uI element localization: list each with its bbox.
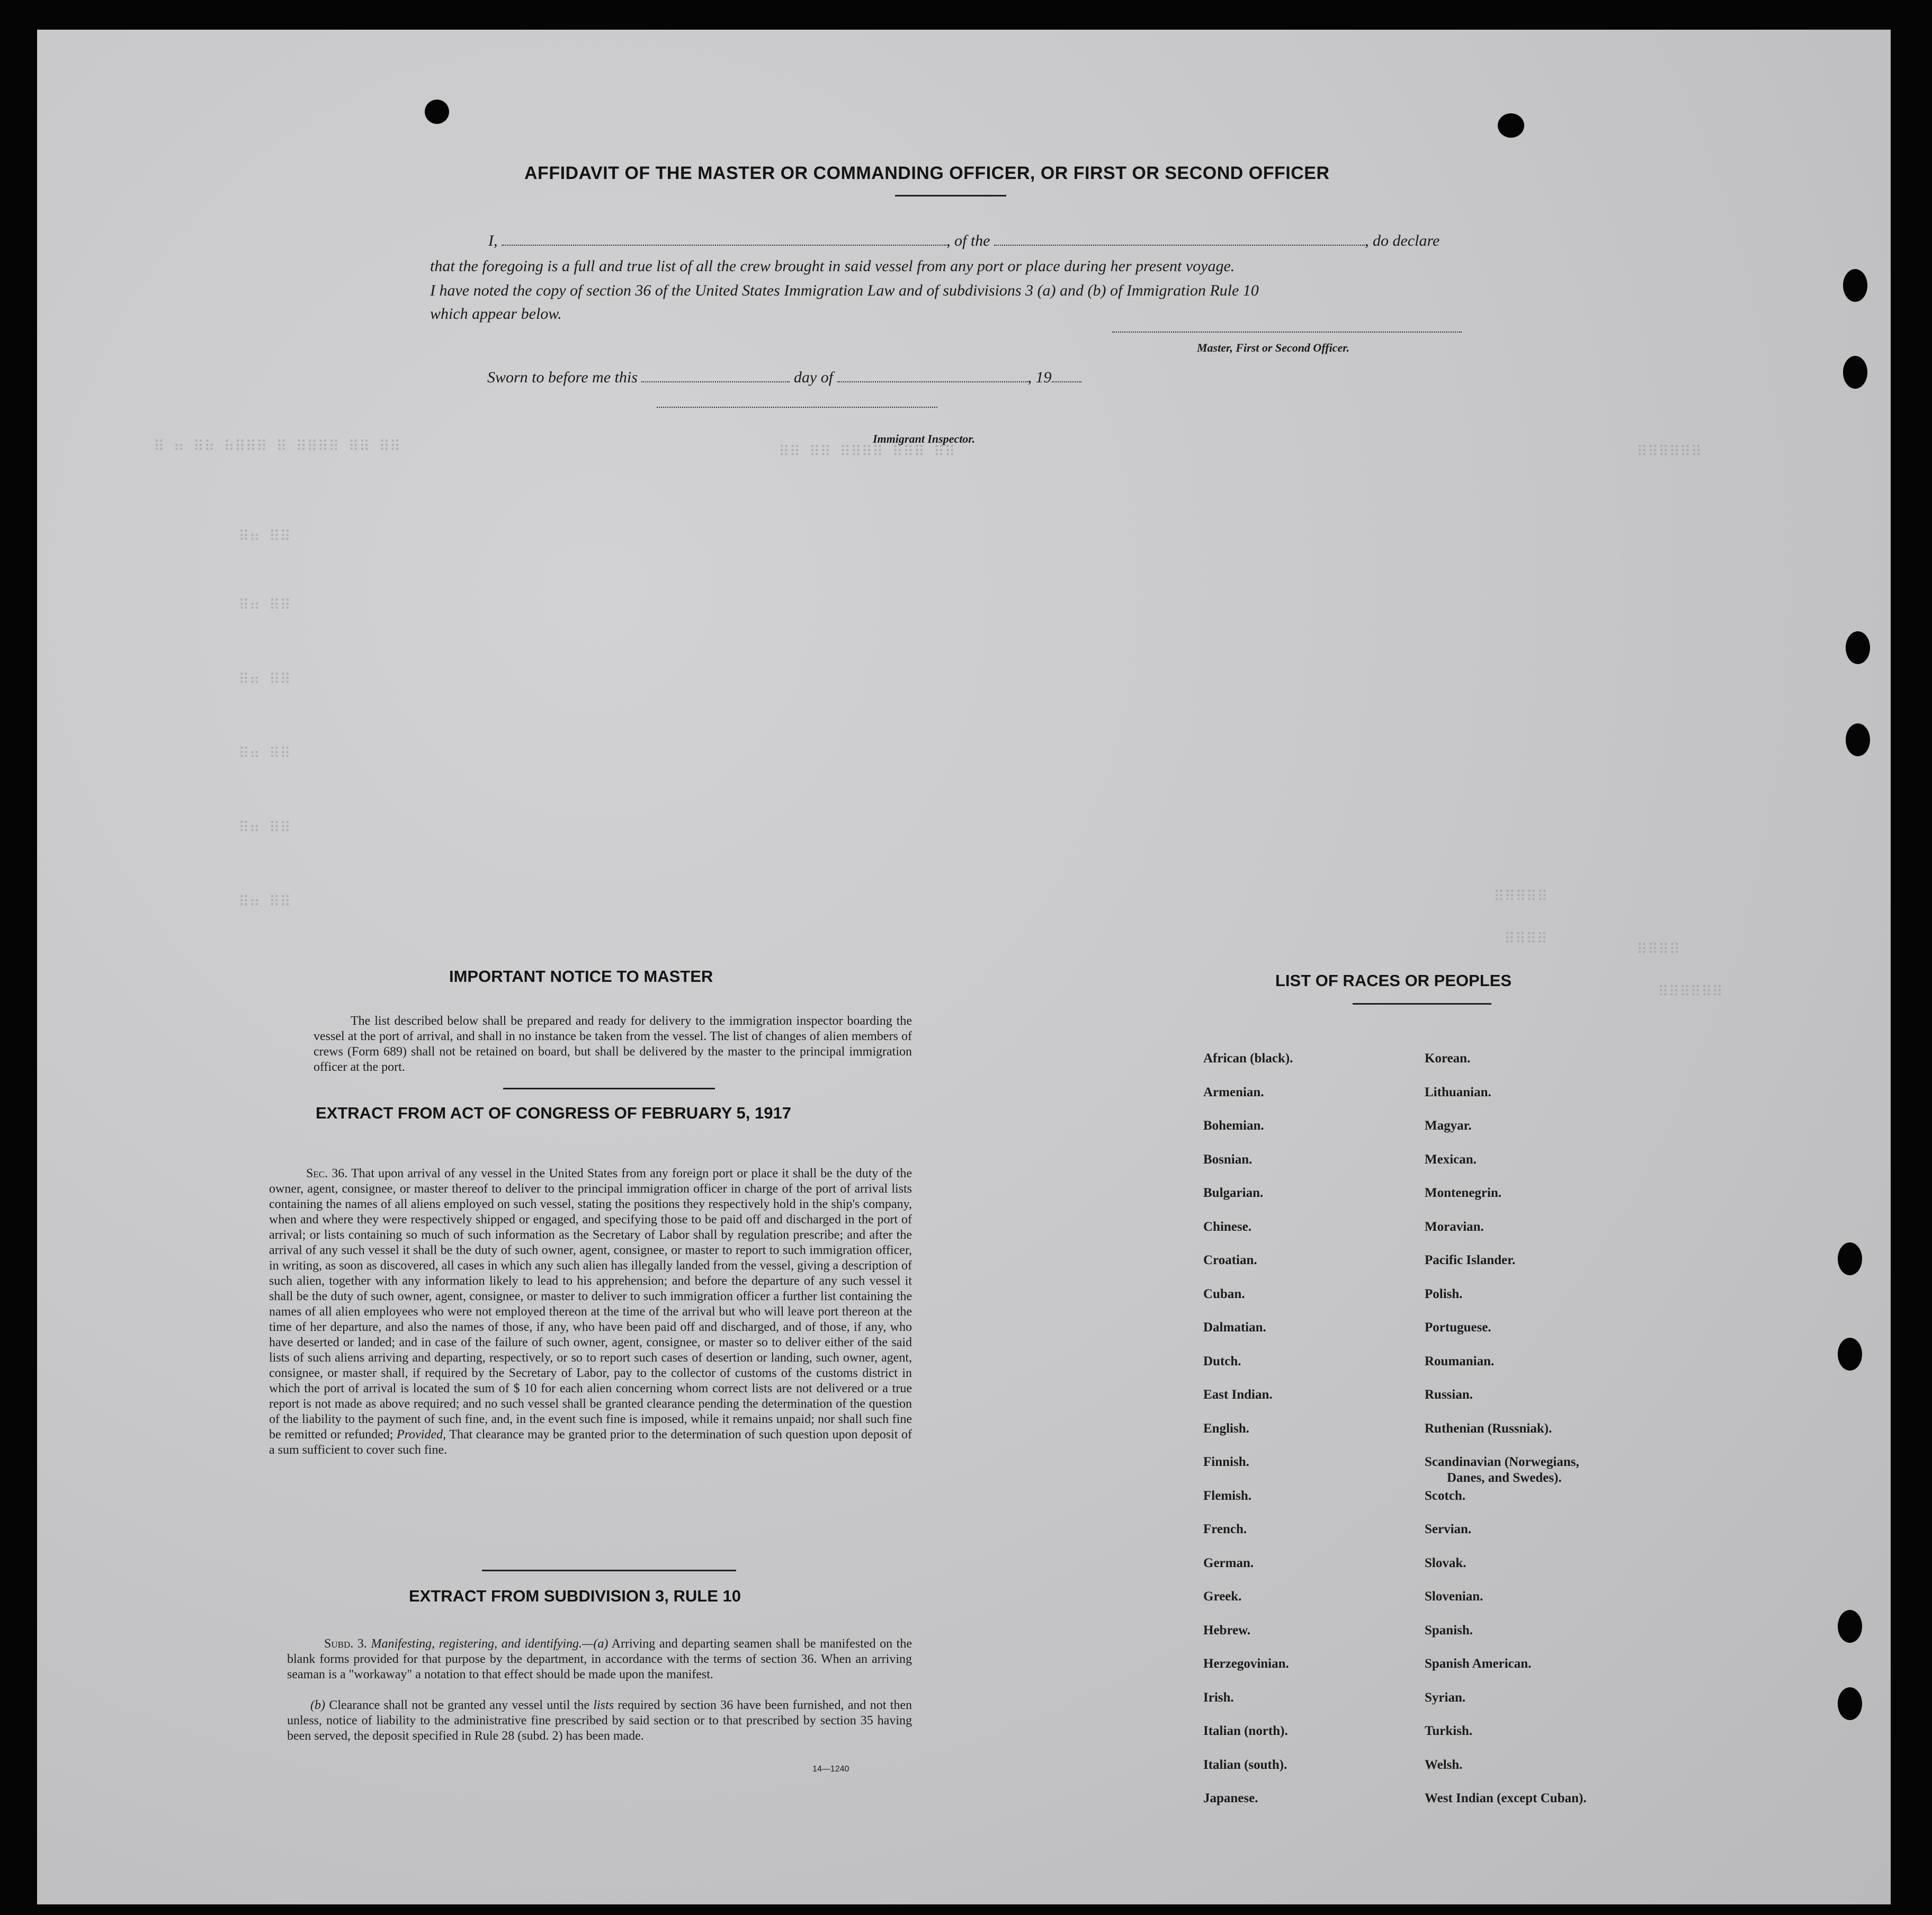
race-item: Greek.	[1203, 1589, 1242, 1604]
race-item: Polish.	[1425, 1286, 1463, 1301]
divider	[1353, 1003, 1491, 1005]
rule-title: EXTRACT FROM SUBDIVISION 3, RULE 10	[409, 1587, 741, 1605]
document-page: ⠿ ⠶ ⠿⠷ ⠷⠿⠿⠿ ⠿ ⠿⠿⠿⠿ ⠿⠿ ⠿⠿ ⠿⠿ ⠿⠿ ⠿⠿⠿⠿ ⠿⠿⠿ ⠿⠿ ⠿⠿⠿⠿⠿⠿ ⠿⠶ ⠿⠿ ⠿⠶ ⠿⠿ ⠿⠶ ⠿⠿ ⠿⠶ ⠿⠿ ⠿⠶ ⠿⠿ ⠿⠶ ⠿⠿ ⠿⠿⠿⠿⠿ ⠿⠿⠿⠿ ⠿⠿⠿⠿ ⠿⠿⠿⠿⠿⠿ AFFIDAVIT OF THE MASTER OR COMMANDING OFFICER, OR FIRST OR SECOND OFFICER I, , of the , do declare that the foregoing is a full and true list of all the crew brought in said vessel from any port or place during her present voyage. I have noted the copy of section 36 of the United States Immigration Law and of subdivisions 3 (a) and (b) of Immigration Rule 10 which appear below. Master, First or Second Officer. Sworn to before me this day of , 19 Immigrant Inspector. IMPORTANT NOTICE TO MASTER The list described below shall be prepared and ready for delivery to the immigration inspector boarding the vessel at the port of arrival, and shall in no instance be taken from the vessel. The list of changes of alien members of crews (Form 689) shall not be retained on board, but shall be delivered by the master to the principal immigration officer at the port. EXTRACT FROM ACT OF CONGRESS OF FEBRUARY 5, 1917 Sec. 36. That upon arrival of any vessel in the United States from any foreign port or place it shall be the duty of the owner, agent, consignee, or master thereof to deliver to the principal immigration officer in charge of the port of arrival lists containing the names of all aliens employed on such vessel, stating the positions they respectively hold in the ship's company, when and where they were respectively shipped or engaged, and specifying those to be paid off and discharged in the port of arrival; or lists containing so much of such information as the Secretary of Labor shall by regulation prescribe; and after the arrival of any such vessel it shall be the duty of such owner, agent, consignee, or master to report to such immigration officer, in writing, as soon as discovered, all cases in which any such alien has illegally landed from the vessel, giving a description of such alien, together with any information likely to lead to his apprehension; and before the departure of any such vessel it shall be the duty of such owner, agent, consignee, or master to deliver to such immigration officer a further list containing the names of all alien employees who were not employed thereon at the time of the arrival but who will leave port thereon at the time of her departure, and also the names of those, if any, who have been paid off and discharged, and of those, if any, who have deserted or landed; and in case of the failure of such owner, agent, consignee, or master so to deliver either of the said lists of such aliens arriving and departing, respectively, or so to report such cases of desertion or landing, such owner, agent, consignee, or master shall, if required by the Secretary of Labor, pay to the collector of customs of the customs district in which the port of arrival is located the sum of $ 10 for each alien concerning whom correct lists are not delivered or a true report is not made as above required; and no such vessel shall be granted clearance pending the determination of the question of the liability to the payment of such fine, and, in the event such fine is imposed, while it remains unpaid; nor shall such fine be remitted or refunded; Provided, That clearance may be granted prior to the determination of such question upon deposit of a sum sufficient to cover such fine. EXTRACT FROM SUBDIVISION 3, RULE 10 Subd. 3. Manifesting, registering, and identifying.—(a) Arriving and departing seamen shall be manifested on the blank forms provided for that purpose by the department, in accordance with the terms of section 36. When an arriving seaman is a "workaway" a notation to that effect should be made upon the manifest. (b) Clearance shall not be granted any vessel until the lists required by section 36 have been furnished, and not then unless, notice of liability to the administrative fine prescribed by said section or to that prescribed by section 35 having been served, the deposit specified in Rule 28 (subd. 2) has been made. 14—1240 LIST OF RACES OR PEOPLES African (black). Armenian. Bohemian. Bosnian. Bulgarian. Chinese. Croatian. Cuban. Dalmatian. Dutch. East Indian. English. Finnish. Flemish. French. German. Greek. Hebrew. Herzegovinian. Irish. Italian (north). Italian (south). Japanese. Korean. Lithuanian. Magyar. Mexican. Montenegrin. Moravian. Pacific Islander. Polish. Portuguese. Roumanian. Russian. Ruthenian (Russniak). Scandinavian (Norwegians, Danes, and Swedes). Scotch. Servian. Slovak. Slovenian. Spanish. Spanish American. Syrian. Turkish. Welsh. West Indian (except Cuban).	[37, 30, 1891, 1904]
punch-hole	[425, 100, 449, 124]
race-item: Syrian.	[1425, 1690, 1466, 1705]
act-section-text: That upon arrival of any vessel in the United States from any foreign port or place it shall be the duty of the owner, agent, consignee, or master thereof to deliver to the principal immigration officer in charge of the port of arrival lists containing the names of all aliens employed on such vessel, stating the positions they respectively hold in the ship's company, when and where they were respectively shipped or engaged, and specifying those to be paid off and discharged in the port of arrival; or lists containing so much of such information as the Secretary of Labor shall by regulation prescribe; and after the arrival of any such vessel it shall be the duty of such owner, agent, consignee, or master to report to such immigration officer, in writing, as soon as discovered, all cases in which any such alien has illegally landed from the vessel, giving a description of such alien, together with any information likely to lead to his apprehension; and before the departure of any such vessel it shall be the duty of such owner, agent, consignee, or master to deliver to such immigration officer a further list containing the names of all alien employees who were not employed thereon at the time of the arrival but who will leave port thereon at the time of her departure, and also the names of those, if any, who have been paid off and discharged, and of those, if any, who have deserted or landed; and in case of the failure of such owner, agent, consignee, or master so to deliver either of the said lists of such aliens arriving and departing, respectively, or so to report such cases of desertion or landing, such owner, agent, consignee, or master shall, if required by the Secretary of Labor, pay to the collector of customs of the customs district in which the port of arrival is located the sum of $ 10 for each alien concerning whom correct lists are not delivered or a true report is not made as above required; and no such vessel shall be granted clearance pending the determination of the question of the liability to the payment of such fine, and, in the event such fine is imposed, while it remains unpaid; nor shall such fine be remitted or refunded;	[269, 1167, 912, 1442]
vessel-field[interactable]	[994, 245, 1365, 246]
race-item: Portuguese.	[1425, 1320, 1491, 1335]
punch-hole	[1843, 356, 1867, 389]
act-provided-label: Provided,	[397, 1428, 446, 1442]
sworn-prefix: Sworn to before me this	[487, 369, 638, 386]
affidavit-line-2: that the foregoing is a full and true list of all the crew brought in said vessel from any port or place during her present voyage.	[430, 257, 1235, 275]
race-item: Bulgarian.	[1203, 1186, 1264, 1200]
race-item: Irish.	[1203, 1690, 1234, 1705]
race-item: Spanish American.	[1425, 1657, 1532, 1671]
race-item: Magyar.	[1425, 1118, 1472, 1133]
race-item: Chinese.	[1203, 1219, 1251, 1234]
race-item: Pacific Islander.	[1425, 1253, 1516, 1267]
divider	[503, 1088, 715, 1089]
notice-title: IMPORTANT NOTICE TO MASTER	[449, 967, 713, 986]
race-item: Japanese.	[1203, 1791, 1258, 1805]
race-item-line: Danes, and Swedes).	[1447, 1471, 1562, 1485]
affidavit-i-label: I,	[488, 232, 498, 249]
affidavit-line-3: I have noted the copy of section 36 of the United States Immigration Law and of subdivisions 3 (a) and (b) of Immigration Rule 10	[430, 282, 1259, 299]
race-item: Croatian.	[1203, 1253, 1257, 1267]
race-item: Ruthenian (Russniak).	[1425, 1421, 1552, 1436]
affidavit-of-the-label: , of the	[946, 232, 990, 249]
race-item: Flemish.	[1203, 1488, 1251, 1503]
race-item: Turkish.	[1425, 1724, 1473, 1738]
race-item: Slovenian.	[1425, 1589, 1483, 1604]
race-item: Spanish.	[1425, 1623, 1473, 1637]
race-item: Mexican.	[1425, 1152, 1477, 1167]
race-item: Montenegrin.	[1425, 1186, 1502, 1200]
race-item: Roumanian.	[1425, 1354, 1495, 1368]
race-item: Dalmatian.	[1203, 1320, 1266, 1335]
race-item: Scotch.	[1425, 1488, 1466, 1503]
sworn-line	[487, 369, 1081, 387]
sworn-day-field[interactable]	[641, 381, 790, 382]
race-item: Russian.	[1425, 1388, 1473, 1402]
race-item: Italian (north).	[1203, 1724, 1288, 1738]
race-item: Servian.	[1425, 1522, 1472, 1536]
inspector-caption: Immigrant Inspector.	[873, 432, 976, 445]
sworn-day-of-label: day of	[793, 369, 834, 386]
act-section-label: Sec. 36.	[306, 1167, 348, 1180]
race-item: Bosnian.	[1203, 1152, 1253, 1167]
rule-subd-heading: Manifesting, registering, and identifying.	[371, 1637, 583, 1651]
race-item: Hebrew.	[1203, 1623, 1251, 1637]
rule-subd-b	[287, 1698, 912, 1744]
sworn-year-label: , 19	[1027, 369, 1052, 386]
affidavit-title: AFFIDAVIT OF THE MASTER OR COMMANDING OFFICER, OR FIRST OR SECOND OFFICER	[524, 163, 1330, 183]
punch-hole	[1838, 1338, 1862, 1371]
punch-hole	[1846, 631, 1870, 664]
race-item: Slovak.	[1425, 1555, 1466, 1570]
form-number: 14—1240	[812, 1765, 849, 1774]
sworn-year-field[interactable]	[1052, 381, 1081, 382]
race-item: Korean.	[1425, 1051, 1471, 1066]
title-underline	[895, 195, 1006, 196]
races-list-column-2	[1425, 1051, 1668, 1824]
name-field[interactable]	[502, 245, 946, 246]
race-item: French.	[1203, 1522, 1247, 1536]
race-item: African (black).	[1203, 1051, 1293, 1066]
act-provided-text: That clearance may be granted prior to the determination of such question upon deposit of a sum sufficient to cover such fine.	[269, 1428, 912, 1457]
race-item: Finnish.	[1203, 1455, 1249, 1469]
rule-b-text-2: required by section 36 have been furnished, and not then unless, notice of liability to the administrative fine prescribed by said section or to that prescribed by section 35 having been served, the deposit specified in Rule 28 (subd. 2) has been made.	[287, 1698, 913, 1743]
notice-text: The list described below shall be prepared and ready for delivery to the immigration inspector boarding the vessel at the port of arrival, and shall in no instance be taken from the vessel. The list of changes of alien members of crews (Form 689) shall not be retained on board, but shall be delivered by the master to the principal immigration officer at the port.	[314, 1014, 912, 1074]
rule-b-label: (b)	[310, 1698, 325, 1712]
rule-b-text-1: Clearance shall not be granted any vessel until the	[329, 1698, 590, 1712]
sworn-month-field[interactable]	[837, 381, 1028, 382]
races-list-column-1	[1203, 1051, 1410, 1824]
punch-hole	[1843, 269, 1867, 302]
punch-hole	[1846, 723, 1870, 756]
race-item: Welsh.	[1425, 1757, 1463, 1772]
races-title: LIST OF RACES OR PEOPLES	[1275, 971, 1512, 990]
race-item: Armenian.	[1203, 1085, 1264, 1099]
affidavit-line-4: which appear below.	[430, 305, 562, 323]
rule-b-lists: lists	[593, 1698, 614, 1712]
race-item: Lithuanian.	[1425, 1085, 1491, 1099]
race-item: English.	[1203, 1421, 1249, 1436]
race-item-line: Scandinavian (Norwegians,	[1425, 1455, 1579, 1469]
act-text-block	[269, 1166, 912, 1458]
master-signature-field[interactable]	[1112, 332, 1462, 333]
race-item: Moravian.	[1425, 1219, 1484, 1234]
race-item: Italian (south).	[1203, 1757, 1287, 1772]
divider	[482, 1570, 736, 1571]
affidavit-declaration-line	[488, 232, 1439, 250]
punch-hole	[1838, 1610, 1862, 1643]
race-item: German.	[1203, 1555, 1254, 1570]
race-item: West Indian (except Cuban).	[1425, 1791, 1587, 1805]
affidavit-do-declare-label: , do declare	[1365, 232, 1440, 249]
race-item: Bohemian.	[1203, 1118, 1264, 1133]
race-item: East Indian.	[1203, 1388, 1273, 1402]
rule-a-text: Arriving and departing seamen shall be manifested on the blank forms provided for that purpose by the department, in accordance with the terms of section 36. When an arriving seaman is a "workaway" a notation to that effect should be made upon the manifest.	[287, 1637, 913, 1681]
race-item: Cuban.	[1203, 1286, 1245, 1301]
race-item: Herzegovinian.	[1203, 1657, 1289, 1671]
rule-subd-label: Subd. 3.	[324, 1637, 367, 1651]
race-item: Dutch.	[1203, 1354, 1241, 1368]
rule-a-label: —(a)	[582, 1637, 609, 1651]
race-item	[1425, 1454, 1668, 1488]
punch-hole	[1838, 1242, 1862, 1275]
inspector-signature-field[interactable]	[657, 407, 937, 408]
rule-subd-a	[287, 1636, 912, 1683]
act-title: EXTRACT FROM ACT OF CONGRESS OF FEBRUARY 5, 1917	[316, 1104, 791, 1122]
master-signature-caption: Master, First or Second Officer.	[1197, 341, 1350, 354]
punch-hole	[1838, 1687, 1862, 1720]
punch-hole	[1498, 113, 1524, 138]
